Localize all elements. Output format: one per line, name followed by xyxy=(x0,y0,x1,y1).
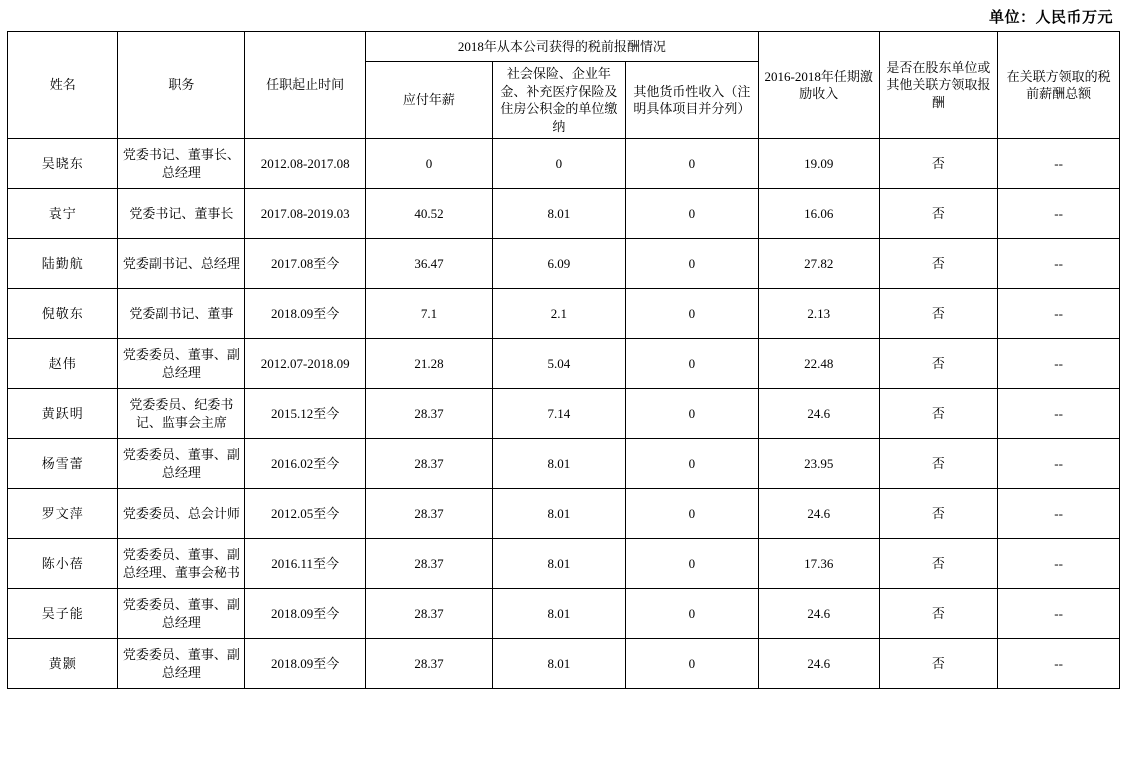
cell-related-total: -- xyxy=(998,289,1120,339)
cell-related-total: -- xyxy=(998,339,1120,389)
cell-insurance: 6.09 xyxy=(492,239,625,289)
cell-name: 倪敬东 xyxy=(8,289,118,339)
cell-other-income: 0 xyxy=(625,289,758,339)
cell-annual-pay: 28.37 xyxy=(366,589,493,639)
cell-position: 党委委员、董事、副总经理 xyxy=(118,339,245,389)
cell-term: 2012.07-2018.09 xyxy=(245,339,366,389)
cell-annual-pay: 28.37 xyxy=(366,439,493,489)
cell-name: 陈小蓓 xyxy=(8,539,118,589)
column-header-group-pretax-pay: 2018年从本公司获得的税前报酬情况 xyxy=(366,32,759,62)
cell-name: 陆勤航 xyxy=(8,239,118,289)
cell-related-total: -- xyxy=(998,439,1120,489)
table-row xyxy=(8,539,1120,589)
cell-incentive: 17.36 xyxy=(758,539,879,589)
cell-position: 党委副书记、董事 xyxy=(118,289,245,339)
cell-insurance: 8.01 xyxy=(492,539,625,589)
cell-from-shareholder: 否 xyxy=(879,439,998,489)
cell-related-total: -- xyxy=(998,589,1120,639)
cell-term: 2018.09至今 xyxy=(245,639,366,689)
table-body xyxy=(8,139,1120,689)
cell-from-shareholder: 否 xyxy=(879,589,998,639)
cell-name: 袁宁 xyxy=(8,189,118,239)
column-header-name: 姓名 xyxy=(8,32,118,139)
cell-incentive: 27.82 xyxy=(758,239,879,289)
cell-from-shareholder: 否 xyxy=(879,489,998,539)
cell-other-income: 0 xyxy=(625,539,758,589)
cell-related-total: -- xyxy=(998,489,1120,539)
cell-incentive: 22.48 xyxy=(758,339,879,389)
table-row xyxy=(8,439,1120,489)
cell-annual-pay: 21.28 xyxy=(366,339,493,389)
cell-term: 2016.02至今 xyxy=(245,439,366,489)
cell-incentive: 2.13 xyxy=(758,289,879,339)
cell-name: 杨雪蕾 xyxy=(8,439,118,489)
unit-note: 单位：人民币万元 xyxy=(988,10,1113,26)
column-header-position: 职务 xyxy=(118,32,245,139)
cell-other-income: 0 xyxy=(625,189,758,239)
table-row xyxy=(8,639,1120,689)
table-row xyxy=(8,189,1120,239)
cell-annual-pay: 28.37 xyxy=(366,489,493,539)
cell-incentive: 23.95 xyxy=(758,439,879,489)
cell-other-income: 0 xyxy=(625,489,758,539)
cell-insurance: 7.14 xyxy=(492,389,625,439)
cell-incentive: 24.6 xyxy=(758,589,879,639)
cell-position: 党委委员、董事、副总经理 xyxy=(118,439,245,489)
column-header-insurance: 社会保险、企业年金、补充医疗保险及住房公积金的单位缴纳 xyxy=(492,62,625,139)
cell-related-total: -- xyxy=(998,539,1120,589)
column-header-from-shareholder: 是否在股东单位或其他关联方领取报酬 xyxy=(879,32,998,139)
cell-from-shareholder: 否 xyxy=(879,239,998,289)
column-header-incentive: 2016-2018年任期激励收入 xyxy=(758,32,879,139)
cell-from-shareholder: 否 xyxy=(879,139,998,189)
cell-other-income: 0 xyxy=(625,639,758,689)
cell-name: 黄跃明 xyxy=(8,389,118,439)
cell-position: 党委书记、董事长 xyxy=(118,189,245,239)
cell-from-shareholder: 否 xyxy=(879,389,998,439)
cell-position: 党委书记、董事长、总经理 xyxy=(118,139,245,189)
cell-related-total: -- xyxy=(998,239,1120,289)
cell-insurance: 2.1 xyxy=(492,289,625,339)
cell-other-income: 0 xyxy=(625,239,758,289)
cell-other-income: 0 xyxy=(625,439,758,489)
cell-related-total: -- xyxy=(998,639,1120,689)
cell-position: 党委委员、纪委书记、监事会主席 xyxy=(118,389,245,439)
cell-incentive: 24.6 xyxy=(758,389,879,439)
cell-term: 2012.08-2017.08 xyxy=(245,139,366,189)
cell-from-shareholder: 否 xyxy=(879,539,998,589)
cell-from-shareholder: 否 xyxy=(879,189,998,239)
cell-other-income: 0 xyxy=(625,589,758,639)
cell-position: 党委委员、总会计师 xyxy=(118,489,245,539)
cell-other-income: 0 xyxy=(625,339,758,389)
cell-related-total: -- xyxy=(998,389,1120,439)
cell-annual-pay: 28.37 xyxy=(366,539,493,589)
cell-incentive: 19.09 xyxy=(758,139,879,189)
cell-other-income: 0 xyxy=(625,139,758,189)
cell-term: 2018.09至今 xyxy=(245,289,366,339)
column-header-related-total: 在关联方领取的税前薪酬总额 xyxy=(998,32,1120,139)
cell-incentive: 24.6 xyxy=(758,489,879,539)
cell-insurance: 5.04 xyxy=(492,339,625,389)
cell-related-total: -- xyxy=(998,139,1120,189)
cell-annual-pay: 7.1 xyxy=(366,289,493,339)
cell-other-income: 0 xyxy=(625,389,758,439)
table-row xyxy=(8,289,1120,339)
cell-from-shareholder: 否 xyxy=(879,639,998,689)
cell-term: 2018.09至今 xyxy=(245,589,366,639)
cell-insurance: 8.01 xyxy=(492,189,625,239)
cell-position: 党委副书记、总经理 xyxy=(118,239,245,289)
cell-insurance: 8.01 xyxy=(492,589,625,639)
cell-annual-pay: 28.37 xyxy=(366,389,493,439)
cell-name: 赵伟 xyxy=(8,339,118,389)
table-row xyxy=(8,239,1120,289)
cell-position: 党委委员、董事、副总经理 xyxy=(118,639,245,689)
cell-term: 2015.12至今 xyxy=(245,389,366,439)
cell-from-shareholder: 否 xyxy=(879,339,998,389)
cell-annual-pay: 40.52 xyxy=(366,189,493,239)
cell-name: 罗文萍 xyxy=(8,489,118,539)
cell-term: 2017.08-2019.03 xyxy=(245,189,366,239)
table-row xyxy=(8,339,1120,389)
cell-related-total: -- xyxy=(998,189,1120,239)
table-row xyxy=(8,389,1120,439)
cell-insurance: 8.01 xyxy=(492,489,625,539)
cell-name: 吴子能 xyxy=(8,589,118,639)
cell-term: 2016.11至今 xyxy=(245,539,366,589)
cell-annual-pay: 0 xyxy=(366,139,493,189)
cell-insurance: 8.01 xyxy=(492,439,625,489)
cell-from-shareholder: 否 xyxy=(879,289,998,339)
table-header xyxy=(8,32,1120,139)
cell-annual-pay: 28.37 xyxy=(366,639,493,689)
column-header-term: 任职起止时间 xyxy=(245,32,366,139)
table-row xyxy=(8,489,1120,539)
header-row-group xyxy=(8,32,1120,62)
cell-insurance: 0 xyxy=(492,139,625,189)
cell-term: 2017.08至今 xyxy=(245,239,366,289)
column-header-other-income: 其他货币性收入（注明具体项目并分列） xyxy=(625,62,758,139)
cell-annual-pay: 36.47 xyxy=(366,239,493,289)
cell-name: 黄颢 xyxy=(8,639,118,689)
cell-position: 党委委员、董事、副总经理、董事会秘书 xyxy=(118,539,245,589)
table-row xyxy=(8,589,1120,639)
table-row xyxy=(8,139,1120,189)
cell-insurance: 8.01 xyxy=(492,639,625,689)
cell-name: 吴晓东 xyxy=(8,139,118,189)
cell-term: 2012.05至今 xyxy=(245,489,366,539)
cell-incentive: 24.6 xyxy=(758,639,879,689)
column-header-annual-pay: 应付年薪 xyxy=(366,62,493,139)
cell-position: 党委委员、董事、副总经理 xyxy=(118,589,245,639)
cell-incentive: 16.06 xyxy=(758,189,879,239)
executive-compensation-table xyxy=(7,31,1120,689)
